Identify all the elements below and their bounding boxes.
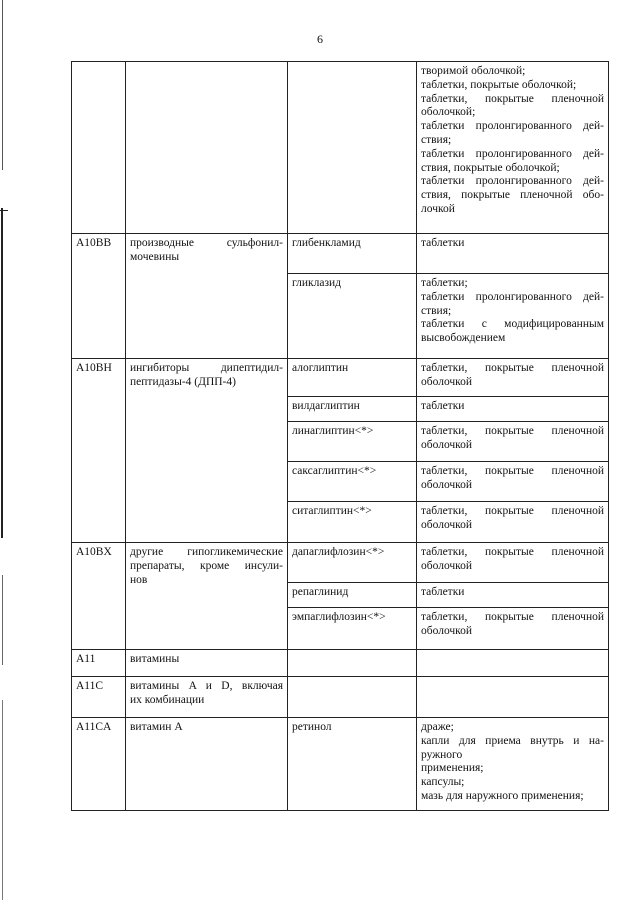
- atc-code-cell: A10BH: [72, 359, 126, 543]
- dosage-form-line: таблетки, покрытые пленочной: [421, 425, 604, 437]
- dosage-form-line: ствия, покрытые пленочной обо-: [421, 189, 604, 202]
- dosage-form-line: оболочкой: [421, 375, 473, 388]
- dosage-form-line: ствия;: [421, 133, 452, 146]
- dosage-form-line: капли для приема внутрь и на-: [421, 734, 604, 747]
- dosage-form-line: таблетки, покрытые пленочной: [421, 465, 604, 477]
- dosage-form-line: ружного: [421, 748, 463, 761]
- dosage-form-cell: [417, 422, 609, 462]
- group-line: производные сульфонил-: [130, 237, 283, 249]
- inn-cell: алоглиптин: [288, 359, 417, 397]
- scan-edge-mark-bottom: [2, 575, 3, 665]
- inn-cell: ситаглиптин<*>: [288, 502, 417, 543]
- dosage-form-cell: [417, 234, 609, 274]
- dosage-form-cell: [417, 608, 609, 650]
- atc-code-cell: A11C: [72, 677, 126, 718]
- group-line: витамины A и D, включая: [130, 680, 283, 692]
- dosage-form-line: таблетки, покрытые пленочной: [421, 505, 604, 517]
- dosage-form-cell: [417, 543, 609, 583]
- dosage-form-cell: [417, 583, 609, 608]
- table-row: [72, 718, 609, 811]
- dosage-form-line: таблетки, покрытые оболочкой;: [421, 78, 577, 91]
- group-line: ингибиторы дипептидил-: [130, 362, 283, 374]
- dosage-form-line: таблетки пролонгированного дей-: [421, 120, 604, 133]
- page-number: 6: [317, 32, 323, 46]
- group-cell: [126, 359, 288, 543]
- group-line: препараты, кроме инсули-: [130, 559, 283, 572]
- dosage-form-line: мазь для наружного применения;: [421, 789, 584, 802]
- table-row: [72, 234, 609, 274]
- group-cell: [126, 677, 288, 718]
- inn-cell: саксаглиптин<*>: [288, 462, 417, 502]
- dosage-form-line: таблетки пролонгированного дей-: [421, 175, 604, 188]
- inn-cell: глибенкламид: [288, 234, 417, 274]
- group-cell: [126, 650, 288, 677]
- dosage-form-line: лочкой: [421, 202, 455, 215]
- inn-cell: линаглиптин<*>: [288, 422, 417, 462]
- dosage-form-cell: [417, 677, 609, 718]
- dosage-form-line: оболочкой: [421, 559, 473, 572]
- dosage-form-line: таблетки, покрытые пленочной: [421, 546, 604, 558]
- table-row: [72, 650, 609, 677]
- inn-cell: эмпаглифлозин<*>: [288, 608, 417, 650]
- dosage-form-line: оболочкой: [421, 478, 473, 491]
- atc-code-cell: [72, 62, 126, 234]
- dosage-form-line: таблетки: [421, 400, 465, 412]
- table-row: [72, 543, 609, 583]
- atc-code-cell: A11CA: [72, 718, 126, 811]
- dosage-form-cell: [417, 359, 609, 397]
- scan-edge-mark-middle: [1, 208, 3, 538]
- group-cell: [126, 543, 288, 650]
- dosage-form-line: высвобождением: [421, 332, 506, 345]
- dosage-form-line: таблетки, покрытые пленочной: [421, 92, 604, 105]
- group-line: их комбинации: [130, 693, 205, 706]
- inn-cell: [288, 650, 417, 677]
- dosage-form-line: оболочкой: [421, 518, 473, 531]
- atc-code-cell: A11: [72, 650, 126, 677]
- dosage-form-cell: [417, 397, 609, 422]
- dosage-form-line: таблетки пролонгированного дей-: [421, 147, 604, 160]
- group-line: витамины: [130, 653, 180, 665]
- dosage-form-line: таблетки, покрытые пленочной: [421, 611, 604, 623]
- dosage-form-line: оболочкой: [421, 438, 473, 451]
- inn-cell: вилдаглиптин: [288, 397, 417, 422]
- group-cell: [126, 718, 288, 811]
- atc-code-cell: A10BB: [72, 234, 126, 359]
- dosage-form-cell: [417, 502, 609, 543]
- dosage-form-line: таблетки с модифицированным: [421, 318, 604, 331]
- scan-edge-dash: [0, 210, 8, 211]
- inn-cell: репаглинид: [288, 583, 417, 608]
- dosage-form-cell: [417, 718, 609, 811]
- group-cell: [126, 234, 288, 359]
- table-row: [72, 359, 609, 397]
- drug-table: [71, 61, 609, 811]
- group-cell: [126, 62, 288, 234]
- scan-edge-mark-low: [2, 700, 3, 900]
- dosage-form-line: оболочкой: [421, 624, 473, 637]
- dosage-form-line: ствия, покрытые оболочкой;: [421, 161, 560, 174]
- dosage-form-cell: [417, 462, 609, 502]
- dosage-form-line: оболочкой;: [421, 106, 476, 119]
- dosage-form-line: таблетки: [421, 237, 465, 249]
- dosage-form-line: творимой оболочкой;: [421, 65, 526, 77]
- dosage-form-line: применения;: [421, 762, 484, 775]
- group-line: нов: [130, 573, 148, 586]
- dosage-form-line: драже;: [421, 721, 454, 733]
- dosage-form-line: ствия;: [421, 304, 452, 317]
- table-row: [72, 62, 609, 234]
- scan-edge-mark-top: [2, 0, 3, 170]
- atc-code-cell: A10BX: [72, 543, 126, 650]
- dosage-form-cell: [417, 274, 609, 359]
- inn-cell: дапаглифлозин<*>: [288, 543, 417, 583]
- dosage-form-cell: [417, 62, 609, 234]
- inn-cell: гликлазид: [288, 274, 417, 359]
- dosage-form-line: таблетки: [421, 586, 465, 598]
- dosage-form-line: капсулы;: [421, 776, 465, 789]
- dosage-form-line: таблетки пролонгированного дей-: [421, 290, 604, 303]
- table-row: [72, 677, 609, 718]
- group-line: пептидазы-4 (ДПП-4): [130, 375, 236, 388]
- dosage-form-line: таблетки, покрытые пленочной: [421, 362, 604, 374]
- inn-cell: ретинол: [288, 718, 417, 811]
- group-line: другие гипогликемические: [130, 546, 283, 558]
- group-line: витамин A: [130, 721, 183, 733]
- dosage-form-line: таблетки;: [421, 277, 468, 289]
- inn-cell: [288, 677, 417, 718]
- dosage-form-cell: [417, 650, 609, 677]
- inn-cell: [288, 62, 417, 234]
- group-line: мочевины: [130, 250, 180, 263]
